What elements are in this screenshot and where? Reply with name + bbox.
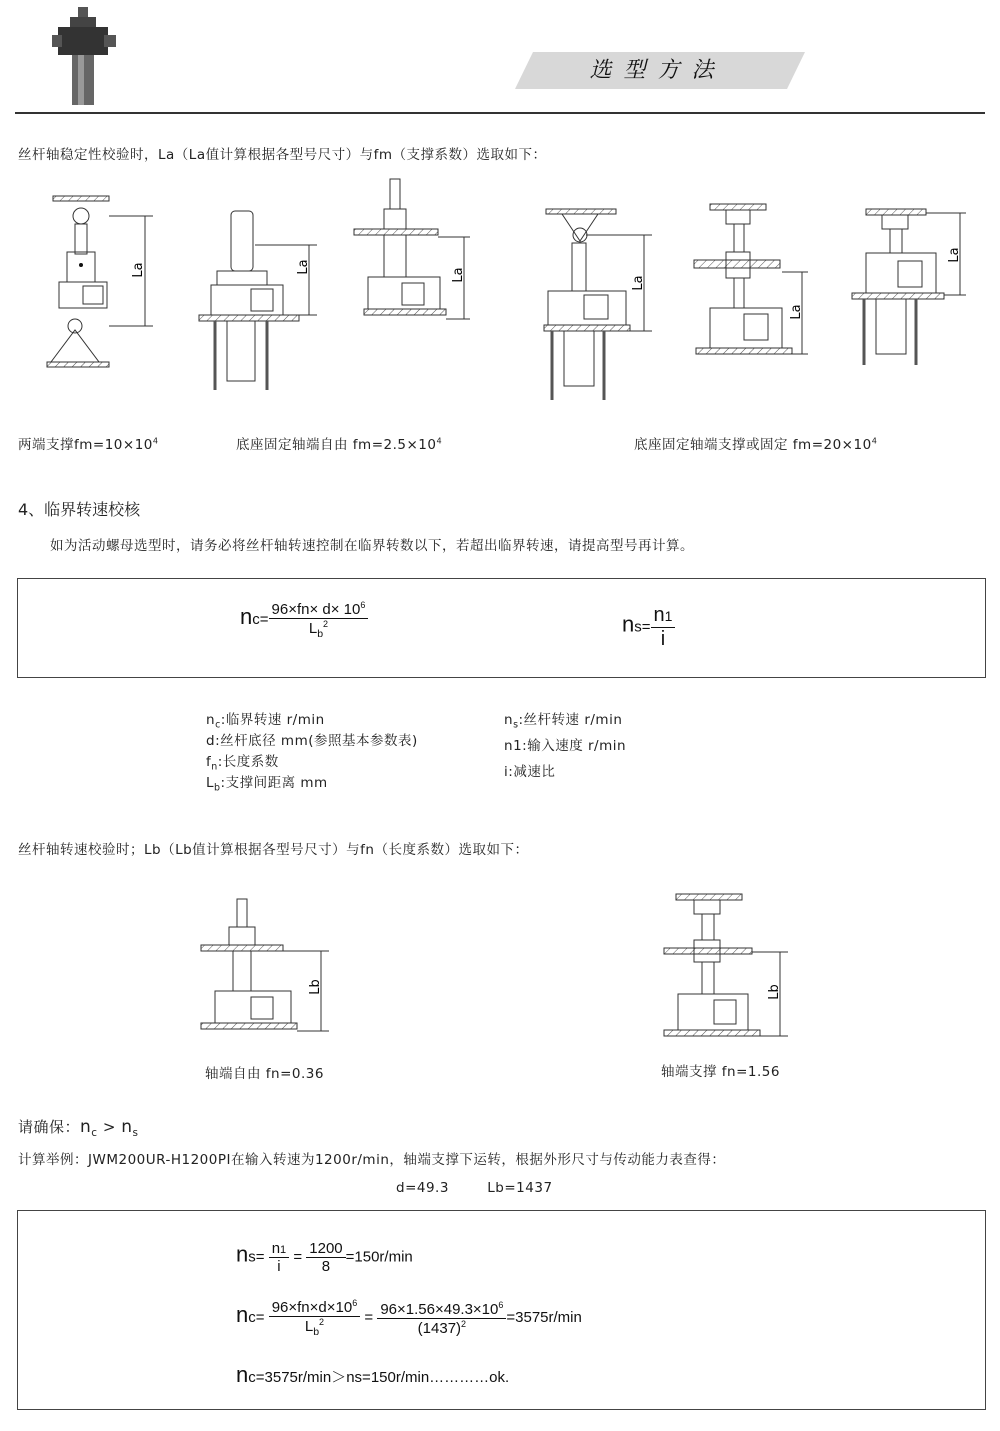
formula-nc: nc= $\frac{96\times fn\times d\times 10^6}{L_b^2}$ bbox=[240, 600, 368, 640]
lb-label: Lb bbox=[767, 984, 782, 1000]
la-label: La bbox=[131, 262, 146, 278]
caption-fn-end-free: 轴端自由 fn=0.36 bbox=[205, 1066, 324, 1082]
legend-item-nc: $n_c$:临界转速 r/min bbox=[206, 712, 325, 731]
la-label: La bbox=[631, 275, 646, 291]
stability-intro: 丝杆轴稳定性校验时，La（La值计算根据各型号尺寸）与fm（支撑系数）选取如下： bbox=[18, 147, 547, 163]
diagram-end-free-lb bbox=[195, 895, 340, 1040]
example-ns-calc: ns= $\frac{n1}{i}$ = $\frac{1200}{8}$ =150r/min bbox=[236, 1240, 413, 1275]
diagram-base-fixed-end-supported bbox=[690, 200, 820, 370]
legend-item-lb: $L_b$:支撑间距离 mm bbox=[206, 775, 328, 794]
section-heading-critical-speed: 4、临界转速校核 bbox=[18, 500, 141, 519]
caption-fn-end-supported: 轴端支撑 fn=1.56 bbox=[661, 1064, 780, 1080]
page-title: 选型方法 bbox=[589, 58, 726, 83]
diagram-both-ends-support bbox=[45, 190, 165, 380]
la-label: La bbox=[451, 267, 466, 283]
legend-right bbox=[504, 708, 626, 786]
la-label: La bbox=[789, 304, 804, 320]
example-intro: 计算举例：JWM200UR-H1200PI在输入转速为1200r/min，轴端支撑下运转，根据外形尺寸与传动能力表查得： bbox=[18, 1152, 726, 1168]
formula-ns: ns= $\frac{n1}{i}$ bbox=[622, 604, 675, 651]
legend-item-fn: $f_n$:长度系数 bbox=[206, 754, 279, 773]
example-params: d=49.3 Lb=1437 bbox=[396, 1180, 553, 1196]
la-label: La bbox=[296, 259, 311, 275]
diagram-base-fixed-free bbox=[195, 205, 335, 395]
la-label: La bbox=[947, 247, 962, 263]
page-title-tab bbox=[515, 52, 800, 89]
lb-label: Lb bbox=[308, 979, 323, 995]
diagram-base-fixed-end-fixed bbox=[850, 205, 980, 375]
jack-logo-illustration bbox=[50, 5, 120, 105]
caption-fm-both-ends: 两端支撑$fm=10\times 10^4$ bbox=[18, 435, 159, 453]
speed-check-intro: 丝杆轴转速校验时；Lb（Lb值计算根据各型号尺寸）与fn（长度系数）选取如下： bbox=[18, 842, 529, 858]
diagram-base-fixed-top-flange bbox=[350, 175, 480, 325]
header-divider bbox=[15, 112, 985, 114]
example-nc-calc: nc= $\frac{96\times fn\times d\times 10^6}{L_b^2}$ = $\frac{96\times 1.56\times 49.3\times 10^6}{(1437)^2}$ =3575r/min bbox=[236, 1298, 582, 1338]
legend-item-i: i:减速比 bbox=[504, 764, 556, 780]
legend-item-d: d:丝杆底径 mm(参照基本参数表) bbox=[206, 733, 418, 749]
critical-speed-description: 如为活动螺母选型时，请务必将丝杆轴转速控制在临界转数以下，若超出临界转速，请提高型号再计算。 bbox=[50, 538, 694, 554]
legend-item-ns: $n_s$:丝杆转速 r/min bbox=[504, 712, 623, 731]
caption-fm-base-fixed: 底座固定轴端支撑或固定 $fm=20\times 10^4$ bbox=[634, 435, 878, 453]
legend-left bbox=[206, 708, 418, 792]
diagram-end-supported-lb bbox=[660, 890, 800, 1040]
caption-fm-base-free: 底座固定轴端自由 $fm=2.5\times 10^4$ bbox=[236, 435, 443, 453]
legend-item-n1: n1:输入速度 r/min bbox=[504, 738, 627, 754]
example-conclusion: nc=3575r/min＞ns=150r/min…………ok. bbox=[236, 1362, 510, 1387]
ensure-condition: 请确保：$n_c > n_s$ bbox=[18, 1117, 139, 1139]
diagram-hanging-top-support bbox=[540, 205, 670, 405]
formula-box bbox=[17, 578, 986, 678]
